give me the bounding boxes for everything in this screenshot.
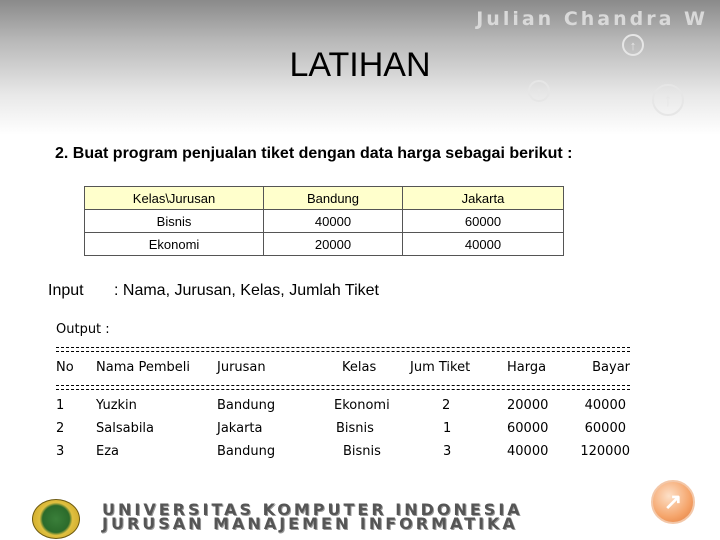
up-arrow-circle-icon: ↑ xyxy=(622,34,644,56)
table-cell: 60000 xyxy=(403,210,564,233)
output-header-cell: Nama Pembeli xyxy=(96,360,190,375)
up-right-arrow-icon: ↗ xyxy=(663,489,683,514)
footer-university-name: UNIVERSITAS KOMPUTER INDONESIA xyxy=(102,500,523,519)
output-header-cell: Kelas xyxy=(342,360,377,375)
table-cell: Ekonomi xyxy=(85,233,264,256)
output-row xyxy=(56,395,630,418)
up-arrow-circle-icon: ↑ xyxy=(528,80,550,102)
output-cell: 1 xyxy=(443,421,452,436)
output-cell: Bandung xyxy=(217,444,276,459)
output-row xyxy=(56,418,630,441)
next-slide-button[interactable] xyxy=(651,480,695,524)
price-table xyxy=(84,186,564,256)
output-cell: 3 xyxy=(443,444,452,459)
university-logo xyxy=(32,499,80,539)
output-label: Output : xyxy=(56,322,110,337)
output-cell: Bisnis xyxy=(343,444,381,459)
input-description: : Nama, Jurusan, Kelas, Jumlah Tiket xyxy=(114,282,379,299)
output-header-row xyxy=(56,357,630,380)
output-cell: 2 xyxy=(442,398,451,413)
output-cell: 40000 xyxy=(507,444,549,459)
output-header-cell: Bayar xyxy=(592,360,630,375)
output-cell: Jakarta xyxy=(217,421,263,436)
separator-line xyxy=(56,385,630,390)
output-cell: 60000 xyxy=(507,421,549,436)
table-header-cell: Jakarta xyxy=(403,187,564,210)
output-cell: Ekonomi xyxy=(334,398,390,413)
output-row xyxy=(56,441,630,464)
footer-department-name: JURUSAN MANAJEMEN INFORMATIKA xyxy=(102,514,518,533)
output-cell: Salsabila xyxy=(96,421,155,436)
table-cell: 20000 xyxy=(264,233,403,256)
output-cell: 2 xyxy=(56,421,65,436)
output-cell: 3 xyxy=(56,444,65,459)
page-title: LATIHAN xyxy=(289,46,431,84)
output-header-cell: Jurusan xyxy=(217,360,266,375)
output-cell: Eza xyxy=(96,444,120,459)
up-arrow-circle-icon: ↑ xyxy=(652,84,684,116)
output-cell: Bisnis xyxy=(336,421,374,436)
output-cell: Yuzkin xyxy=(96,398,137,413)
table-row xyxy=(85,210,564,233)
instruction-text: 2. Buat program penjualan tiket dengan data harga sebagai berikut : xyxy=(55,145,573,162)
output-header-cell: Harga xyxy=(507,360,547,375)
output-cell: 120000 xyxy=(580,444,630,459)
table-row xyxy=(85,233,564,256)
input-label: Input xyxy=(48,282,84,299)
table-header-row xyxy=(85,187,564,210)
output-cell: Bandung xyxy=(217,398,276,413)
author-watermark: Julian Chandra W xyxy=(476,8,708,30)
output-cell: 40000 xyxy=(584,398,626,413)
table-cell: Bisnis xyxy=(85,210,264,233)
table-cell: 40000 xyxy=(264,210,403,233)
output-section xyxy=(56,322,630,464)
table-header-cell: Bandung xyxy=(264,187,403,210)
output-header-cell: No xyxy=(56,360,74,375)
output-header-cell: Jum Tiket xyxy=(410,360,471,375)
output-cell: 60000 xyxy=(584,421,626,436)
separator-line xyxy=(56,347,630,352)
output-cell: 1 xyxy=(56,398,65,413)
table-cell: 40000 xyxy=(403,233,564,256)
table-header-cell: Kelas\Jurusan xyxy=(85,187,264,210)
output-cell: 20000 xyxy=(507,398,549,413)
